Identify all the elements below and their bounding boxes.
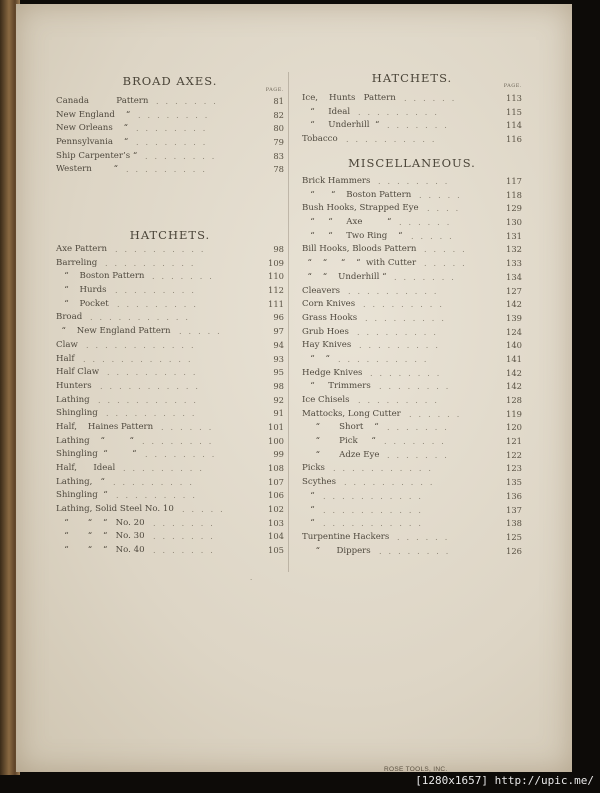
index-entry [302,257,522,271]
leader-dots: ........ [370,368,447,378]
entry-page-number: 136 [506,490,522,501]
entry-page-number: 123 [506,463,522,474]
page-column-label: PAGE. [265,87,284,93]
index-entry [56,394,284,408]
entry-label: “ [302,490,315,501]
index-entry [302,421,522,435]
index-entry [302,353,522,367]
index-entry [56,122,284,136]
entry-label: “ Ideal [302,106,351,117]
leader-dots: .......... [107,368,203,378]
section-heading: HATCHETS. [129,228,211,242]
index-entry [56,298,284,312]
entry-label: “ Pick “ [302,436,376,447]
entry-label: Ice, Hunts Pattern [302,93,396,103]
entry-label: Shingling [56,408,98,419]
entry-label: “ “ “ “ with Cutter [302,258,417,269]
leader-dots: ........... [100,381,205,391]
image-watermark: [1280x1657] http://upic.me/ [415,774,594,787]
index-entry [302,202,522,216]
entry-label: Half [56,353,75,364]
index-entry [56,366,284,380]
entry-page-number: 82 [273,109,284,120]
entry-page-number: 138 [506,518,522,529]
entry-page-number: 110 [268,271,284,282]
leader-dots: ........ [145,151,222,161]
leader-dots: .......... [106,409,202,419]
leader-dots: ............ [83,354,198,364]
entry-page-number: 129 [506,203,522,214]
index-entry [56,421,284,435]
entry-label: Half Claw [56,367,100,378]
leader-dots: .......... [338,354,434,364]
leader-dots: ......... [115,286,201,296]
entry-label: “ Trimmers [302,381,371,392]
leader-dots: ........ [136,124,213,134]
index-entry [302,380,522,394]
entry-label: Ice Chisels [302,395,350,405]
entry-page-number: 118 [506,189,522,200]
index-entry [302,230,522,244]
leader-dots: ......... [123,464,209,473]
entry-page-number: 140 [506,340,522,351]
index-entry [56,489,284,503]
entry-page-number: 133 [506,258,522,269]
leader-dots: .... [427,204,466,214]
index-entry [56,270,284,284]
entry-label: “ Dippers [302,545,371,556]
entry-label: “ Short “ [302,422,379,433]
index-entry [302,285,522,299]
entry-page-number: 108 [268,463,284,473]
entry-page-number: 142 [506,381,522,392]
entry-page-number: 94 [273,339,284,350]
entry-label: New England “ [56,109,131,120]
entry-label: “ Hurds [56,285,107,296]
entry-label: Claw [56,339,78,350]
entry-page-number: 107 [268,476,284,487]
index-entry [302,408,522,422]
entry-page-number: 137 [506,504,522,515]
index-entry [56,325,284,339]
index-entry [56,284,284,298]
entry-label: Half, Ideal [56,463,116,473]
catalog-index-page [16,4,572,772]
entry-page-number: 95 [273,367,284,378]
entry-page-number: 142 [506,367,522,378]
section-heading: BROAD AXES. [122,74,218,88]
entry-label: Half, Haines Pattern [56,421,154,432]
entry-page-number: 91 [273,408,284,419]
entry-page-number: 81 [273,96,284,106]
entry-page-number: 109 [268,257,284,268]
entry-page-number: 141 [506,353,522,364]
leader-dots: ....... [153,546,220,556]
entry-label: Hedge Knives [302,367,363,378]
index-entry [302,462,522,476]
entry-page-number: 132 [506,244,522,255]
entry-label: “ New England Pattern [56,326,171,337]
index-entry [56,150,284,164]
entry-page-number: 80 [273,123,284,134]
entry-label: Cleavers [302,285,340,296]
entry-label: Tobacco [302,134,338,145]
section-heading: HATCHETS. [371,71,453,85]
entry-label: “ Adze Eye [302,449,380,460]
index-entry [302,243,522,257]
index-entry [302,435,522,449]
leader-dots: .......... [346,135,442,145]
stray-mark: . [250,574,253,582]
entry-page-number: 122 [506,449,522,460]
entry-label: “ “ Underhill “ [302,271,387,282]
entry-page-number: 101 [268,421,284,432]
entry-page-number: 100 [268,435,284,446]
section-heading: MISCELLANEOUS. [348,156,476,170]
entry-page-number: 105 [268,545,284,556]
leader-dots: ........... [323,491,428,501]
entry-page-number: 124 [506,326,522,337]
index-entry [302,531,522,545]
entry-page-number: 99 [273,449,284,460]
index-entry [302,271,522,285]
leader-dots: ..... [424,245,472,255]
leader-dots: ...... [404,94,462,103]
entry-page-number: 125 [506,531,522,542]
entry-label: “ [302,518,315,529]
leader-dots: ....... [387,423,454,433]
entry-page-number: 111 [268,298,284,309]
entry-label: Lathing, “ [56,476,105,487]
index-entry [302,490,522,504]
entry-page-number: 134 [506,271,522,282]
index-entry [302,92,522,106]
entry-label: Shingling “ “ [56,449,137,460]
entry-label: Barreling [56,257,98,268]
leader-dots: ..... [179,327,227,337]
entry-page-number: 97 [273,326,284,337]
leader-dots: ......... [117,299,203,309]
leader-dots: ........... [90,313,195,323]
index-entry [302,326,522,340]
leader-dots: ......... [359,341,445,351]
entry-label: Axe Pattern [56,244,108,254]
entry-label: Corn Knives [302,299,356,310]
index-entry [56,503,284,517]
index-entry [302,339,522,353]
entry-label: Ship Carpenter’s “ [56,150,138,161]
entry-page-number: 120 [506,422,522,433]
index-entry-list [56,243,284,558]
entry-label: Hunters [56,380,92,391]
index-entry [56,435,284,449]
index-entry [56,311,284,325]
index-entry [302,394,522,408]
entry-page-number: 128 [506,395,522,405]
leader-dots: ........ [142,436,219,446]
entry-label: Bush Hooks, Strapped Eye [302,203,419,214]
entry-label: “ Boston Pattern [56,271,145,282]
entry-page-number: 104 [268,531,284,542]
entry-page-number: 130 [506,217,522,228]
entry-page-number: 142 [506,299,522,310]
entry-label: Grass Hooks [302,312,358,323]
index-entry [302,517,522,531]
entry-label: “ [302,504,315,515]
entry-page-number: 102 [268,504,284,515]
leader-dots: ....... [394,272,461,282]
leader-dots: .......... [115,245,211,254]
entry-label: Picks [302,463,325,474]
entry-page-number: 135 [506,477,522,488]
entry-page-number: 103 [268,517,284,528]
entry-label: “ Underhill “ [302,120,380,131]
leader-dots: ...... [161,422,219,432]
leader-dots: ..... [411,231,459,241]
index-entry [302,298,522,312]
entry-page-number: 113 [506,93,522,103]
index-entry [302,189,522,203]
entry-page-number: 126 [506,545,522,556]
index-entry [56,163,284,177]
index-entry [302,545,522,559]
leader-dots: ..... [419,190,467,200]
column-divider [288,72,289,572]
entry-page-number: 139 [506,312,522,323]
leader-dots: ......... [126,165,212,175]
entry-label: “ “ [302,353,330,364]
entry-label: Bill Hooks, Bloods Pattern [302,244,417,255]
index-entry [302,367,522,381]
entry-label: “ “ Boston Pattern [302,189,412,200]
leader-dots: ........ [378,177,455,186]
entry-label: “ “ Axe “ [302,217,392,228]
leader-dots: ........... [333,464,438,474]
index-entry [56,380,284,394]
index-entry [302,449,522,463]
index-entry [56,95,284,109]
leader-dots: ....... [153,518,220,528]
index-entry-list [302,92,522,147]
entry-label: New Orleans “ [56,123,129,134]
entry-label: Lathing, Solid Steel No. 10 [56,504,174,515]
leader-dots: ....... [387,121,454,131]
index-entry [302,476,522,490]
entry-page-number: 93 [273,353,284,364]
index-entry [56,339,284,353]
entry-label: Turpentine Hackers [302,531,390,542]
entry-page-number: 116 [506,134,522,145]
leader-dots: ...... [409,409,467,419]
entry-label: Canada Pattern [56,96,149,106]
index-entry [302,133,522,147]
leader-dots: ........ [379,546,456,556]
index-entry [302,504,522,518]
index-entry [56,462,284,476]
entry-page-number: 117 [506,176,522,186]
entry-page-number: 112 [268,285,284,296]
index-entry [302,106,522,120]
leader-dots: ......... [363,300,449,310]
leader-dots: ......... [116,491,202,501]
leader-dots: ........... [323,519,428,529]
entry-page-number: 114 [506,120,522,131]
index-entry [56,407,284,421]
leader-dots: ......... [358,396,444,405]
entry-page-number: 98 [273,380,284,391]
leader-dots: ........ [145,450,222,460]
leader-dots: ........ [138,110,215,120]
entry-label: “ Pocket [56,298,109,309]
entry-label: “ “ “ No. 20 [56,517,145,528]
leader-dots: .......... [348,286,444,296]
entry-page-number: 115 [506,106,522,117]
leader-dots: ......... [365,313,451,323]
leader-dots: ....... [153,532,220,542]
leader-dots: ...... [399,218,457,228]
entry-page-number: 79 [273,137,284,148]
index-entry [56,109,284,123]
leader-dots: ...... [397,532,455,542]
entry-label: Lathing [56,394,90,405]
leader-dots: ........ [136,138,213,148]
index-entry-list [302,175,522,558]
index-entry [56,530,284,544]
index-entry [56,544,284,558]
entry-page-number: 119 [506,408,522,419]
index-entry [56,448,284,462]
index-entry [56,517,284,531]
leader-dots: ..... [424,259,472,269]
leader-dots: ......... [357,327,443,337]
entry-label: Grub Hoes [302,326,349,337]
index-entry [56,476,284,490]
entry-label: “ “ “ No. 40 [56,545,145,556]
index-entry [56,353,284,367]
index-entry [302,119,522,133]
index-entry [56,257,284,271]
leader-dots: .......... [105,258,201,268]
entry-page-number: 131 [506,230,522,241]
leader-dots: ......... [113,477,199,487]
index-entry-list [56,95,284,177]
entry-page-number: 98 [273,244,284,254]
entry-label: “ “ “ No. 30 [56,531,145,542]
entry-label: Western “ [56,164,119,175]
entry-page-number: 83 [273,150,284,161]
page-column-label: PAGE. [503,83,522,89]
leader-dots: ............ [86,340,201,350]
leader-dots: .......... [344,478,440,488]
index-entry [56,243,284,257]
entry-page-number: 78 [273,164,284,175]
leader-dots: ......... [358,107,444,117]
leader-dots: ........... [323,505,428,515]
entry-label: Pennsylvania “ [56,137,129,148]
entry-page-number: 127 [506,285,522,296]
entry-label: Hay Knives [302,340,352,351]
leader-dots: ........ [379,382,456,392]
entry-page-number: 96 [273,312,284,323]
entry-page-number: 92 [273,394,284,405]
index-entry [302,175,522,189]
entry-label: Mattocks, Long Cutter [302,408,401,419]
leader-dots: ....... [384,437,451,447]
entry-label: “ “ Two Ring “ [302,230,403,241]
entry-label: Broad [56,312,83,323]
entry-label: Brick Hammers [302,176,371,186]
index-entry [302,312,522,326]
leader-dots: ....... [156,97,223,106]
index-entry [56,136,284,150]
leader-dots: ..... [182,505,230,515]
footer-credit: ROSE TOOLS, INC. [384,766,448,773]
leader-dots: ....... [387,450,454,460]
entry-label: Shingling “ [56,490,108,501]
entry-label: Lathing “ “ [56,435,134,446]
entry-label: Scythes [302,477,337,488]
leader-dots: ........... [98,395,203,405]
index-entry [302,216,522,230]
leader-dots: ....... [152,272,219,282]
entry-page-number: 121 [506,436,522,447]
entry-page-number: 106 [268,490,284,501]
